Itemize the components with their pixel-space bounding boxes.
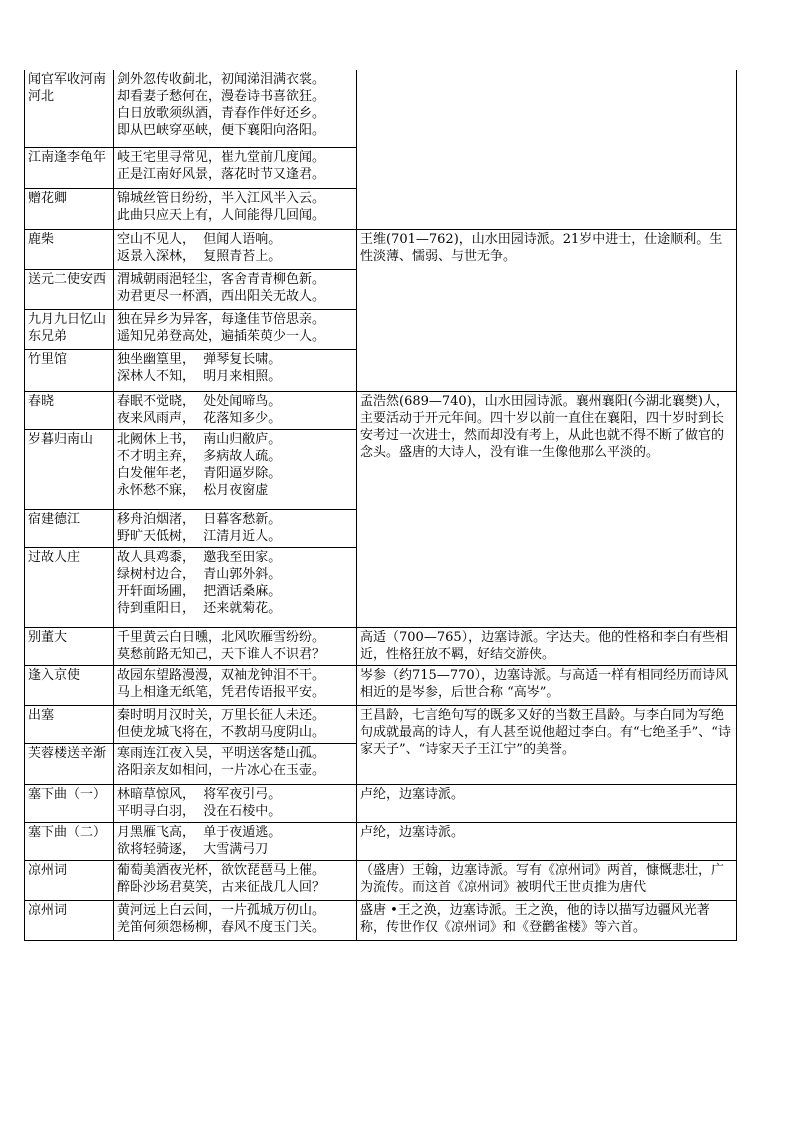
poem-title: 九月九日忆山东兄弟 <box>25 309 114 349</box>
poem-text: 岐王宅里寻常见，崔九堂前几度闻。 正是江南好风景，落花时节又逢君。 <box>114 147 357 188</box>
poem-title: 塞下曲（一） <box>25 784 114 822</box>
table-row <box>25 665 737 705</box>
note-lulun: 卢纶，边塞诗派。 <box>357 784 737 822</box>
poem-text: 锦城丝管日纷纷，半入江风半入云。 此曲只应天上有，人间能得几回闻。 <box>114 188 357 229</box>
poem-title: 凉州词 <box>25 860 114 900</box>
poem-text: 秦时明月汉时关，万里长征人未还。 但使龙城飞将在，不教胡马度阴山。 <box>114 705 357 743</box>
note-lulun: 卢纶，边塞诗派。 <box>357 822 737 860</box>
poem-title: 宿建德江 <box>25 509 114 547</box>
poem-text: 春眠不觉晓， 处处闻啼鸟。 夜来风雨声， 花落知多少。 <box>114 391 357 429</box>
poem-text: 寒雨连江夜入吴，平明送客楚山孤。 洛阳亲友如相问，一片冰心在玉壶。 <box>114 743 357 784</box>
note-censhen: 岑参（约715—770），边塞诗派。与高适一样有相同经历而诗风相近的是岑参，后世合称 “高岑”。 <box>357 665 737 705</box>
note-menghaoran: 孟浩然(689—740)，山水田园诗派。襄州襄阳(今湖北襄樊)人，主要活动于开元年间。四十岁以前一直住在襄阳，四十岁时到长安考过一次进士，然而却没有考上，从此也就不得不断了做官的念头。盛唐的大诗人，没有谁一生像他那么平淡的。 <box>357 391 737 627</box>
note-wangzhihuan: 盛唐 •王之涣，边塞诗派。王之涣，他的诗以描写边疆风光著称，传世作仅《凉州词》和《登鹳雀楼》等六首。 <box>357 900 737 940</box>
poem-title: 出塞 <box>25 705 114 743</box>
poem-text: 独坐幽篁里， 弹琴复长啸。 深林人不知， 明月来相照。 <box>114 349 357 391</box>
poem-title: 赠花卿 <box>25 188 114 229</box>
poem-text: 北阙休上书， 南山归敝庐。 不才明主弃， 多病故人疏。 白发催年老， 青阳逼岁除。 永怀愁不寐， 松月夜窗虚 <box>114 429 357 509</box>
poem-title: 鹿柴 <box>25 229 114 269</box>
poem-title: 竹里馆 <box>25 349 114 391</box>
poem-title: 芙蓉楼送辛渐 <box>25 743 114 784</box>
table-row <box>25 391 737 429</box>
poem-title: 凉州词 <box>25 900 114 940</box>
poem-title: 逢入京使 <box>25 665 114 705</box>
poem-text: 渭城朝雨浥轻尘，客舍青青柳色新。 劝君更尽一杯酒，西出阳关无故人。 <box>114 269 357 309</box>
poem-text: 空山不见人， 但闻人语响。 返景入深林， 复照青苔上。 <box>114 229 357 269</box>
poem-text: 葡萄美酒夜光杯，欲饮琵琶马上催。 醉卧沙场君莫笑，古来征战几人回？ <box>114 860 357 900</box>
poem-text: 黄河远上白云间，一片孤城万仞山。 羌笛何须怨杨柳，春风不度玉门关。 <box>114 900 357 940</box>
table-row <box>25 229 737 269</box>
poem-title: 江南逢李龟年 <box>25 147 114 188</box>
poem-text: 月黑雁飞高， 单于夜遁逃。 欲将轻骑逐， 大雪满弓刀 <box>114 822 357 860</box>
note-empty <box>357 70 737 229</box>
poem-title: 岁暮归南山 <box>25 429 114 509</box>
poem-text: 故园东望路漫漫，双袖龙钟泪不干。 马上相逢无纸笔，凭君传语报平安。 <box>114 665 357 705</box>
poem-title: 送元二使安西 <box>25 269 114 309</box>
poem-text: 千里黄云白日曛，北风吹雁雪纷纷。 莫愁前路无知己，天下谁人不识君？ <box>114 627 357 665</box>
poem-title: 春晓 <box>25 391 114 429</box>
table-row <box>25 70 737 147</box>
table-row <box>25 900 737 940</box>
poem-text: 移舟泊烟渚， 日暮客愁新。 野旷天低树， 江清月近人。 <box>114 509 357 547</box>
poem-title: 闻官军收河南河北 <box>25 70 114 147</box>
poem-text: 剑外忽传收蓟北，初闻涕泪满衣裳。 却看妻子愁何在，漫卷诗书喜欲狂。 白日放歌须纵酒，青春作伴好还乡。 即从巴峡穿巫峡，便下襄阳向洛阳。 <box>114 70 357 147</box>
poem-title: 塞下曲（二） <box>25 822 114 860</box>
table-row <box>25 705 737 743</box>
table-row <box>25 627 737 665</box>
poem-text: 林暗草惊风， 将军夜引弓。 平明寻白羽， 没在石棱中。 <box>114 784 357 822</box>
table-row <box>25 822 737 860</box>
poem-title: 别董大 <box>25 627 114 665</box>
note-wangchangling: 王昌龄，七言绝句写的既多又好的当数王昌龄。与李白同为写绝句成就最高的诗人，有人甚至说他超过李白。有“七绝圣手”、“诗家天子”、“诗家天子王江宁”的美誉。 <box>357 705 737 784</box>
note-gaoshi: 高适（700—765），边塞诗派。字达夫。他的性格和李白有些相近，性格狂放不羁，好结交游侠。 <box>357 627 737 665</box>
poem-table <box>24 70 737 941</box>
note-wanghan: （盛唐）王翰，边塞诗派。写有《凉州词》两首，慷慨悲壮，广为流传。而这首《凉州词》被明代王世贞推为唐代 <box>357 860 737 900</box>
poem-title: 过故人庄 <box>25 547 114 627</box>
table-row <box>25 784 737 822</box>
poem-text: 故人具鸡黍， 邀我至田家。 绿树村边合， 青山郭外斜。 开轩面场圃， 把酒话桑麻。 待到重阳日， 还来就菊花。 <box>114 547 357 627</box>
note-wangwei: 王维(701—762)，山水田园诗派。21岁中进士，仕途顺利。生性淡薄、懦弱、与世无争。 <box>357 229 737 391</box>
table-row <box>25 860 737 900</box>
poem-text: 独在异乡为异客，每逢佳节倍思亲。 遥知兄弟登高处，遍插茱萸少一人。 <box>114 309 357 349</box>
